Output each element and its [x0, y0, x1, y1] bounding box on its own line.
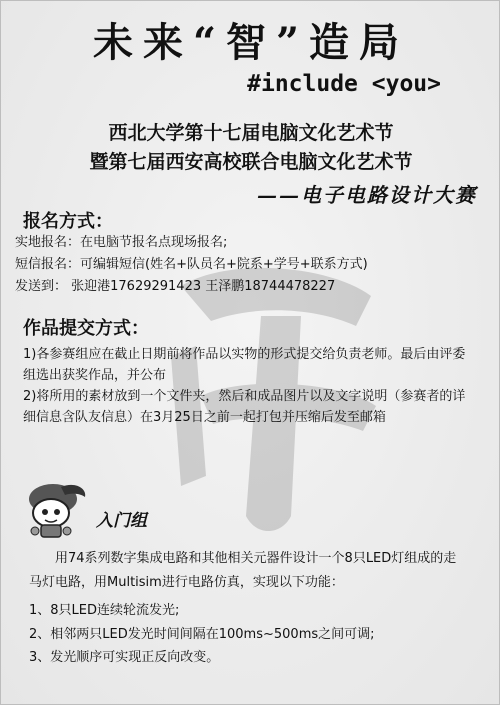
registration-heading: 报名方式：: [23, 211, 113, 232]
robot-mascot-icon: [21, 479, 91, 541]
entry-group-label: 入门组: [96, 511, 147, 531]
task-requirement-3: 3、发光顺序可实现正反向改变。: [29, 650, 220, 665]
task-requirement-1: 1、8只LED连续轮流发光;: [29, 603, 180, 618]
task-description: 用74系列数字集成电路和其他相关元器件设计一个8只LED灯组成的走马灯电路，用Multisim进行电路仿真，实现以下功能：: [29, 551, 457, 590]
poster-subtitle: #include <you>: [247, 71, 441, 97]
submission-item-2: 2)将所用的素材放到一个文件夹，然后和成品图片以及文字说明（参赛者的详细信息含队友信息）在3月25日之前一起打包并压缩后发至邮箱: [23, 389, 466, 425]
registration-onsite: 实地报名：在电脑节报名点现场报名;: [15, 235, 228, 250]
event-name-line-1: 西北大学第十七届电脑文化艺术节: [108, 122, 394, 144]
task-requirement-2: 2、相邻两只LED发光时间间隔在100ms~500ms之间可调;: [29, 627, 375, 642]
event-name-line-2: 暨第七届西安高校联合电脑文化艺术节: [89, 151, 413, 173]
submission-item-1: 1)各参赛组应在截止日期前将作品以实物的形式提交给负责老师。最后由评委组选出获奖作品，并公布: [23, 347, 466, 383]
registration-send-to: 发送到： 张迎港17629291423 王泽鹏18744478227: [15, 279, 336, 294]
registration-sms: 短信报名：可编辑短信(姓名+队员名+院系+学号+联系方式): [15, 257, 368, 272]
competition-name: ——电子电路设计大赛: [257, 183, 477, 207]
submission-heading: 作品提交方式：: [23, 318, 149, 339]
poster-title: 未来“智”造局: [92, 19, 409, 66]
